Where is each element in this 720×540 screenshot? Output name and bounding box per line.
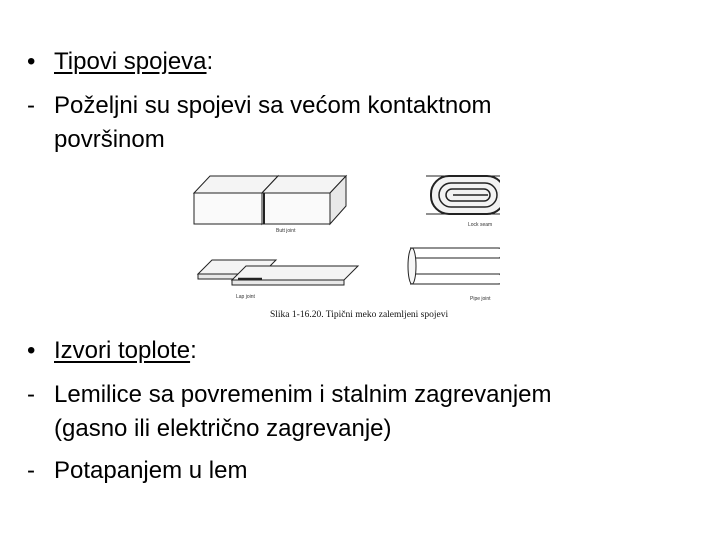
butt-joint-drawing	[194, 176, 346, 224]
dash-marker: -	[27, 457, 35, 484]
lock-seam-label: Lock seam	[468, 222, 493, 228]
lap-joint-label: Lap joint	[236, 294, 255, 300]
section2-item1-line1	[27, 380, 552, 410]
section1-item-text: Poželjni su spojevi sa većom kontaktnom	[54, 92, 492, 119]
section1-heading: Tipovi spojeva	[54, 48, 207, 75]
lap-joint-drawing	[198, 260, 358, 285]
section2-item1-line2: (gasno ili električno zagrevanje)	[54, 415, 392, 442]
section2-item2-text: Potapanjem u lem	[54, 457, 248, 484]
pipe-joint-label: Pipe joint	[470, 296, 491, 302]
lock-seam-drawing	[426, 176, 500, 214]
dash-marker: -	[27, 381, 35, 408]
figure-caption: Slika 1-16.20. Tipični meko zalemljeni spojevi	[270, 310, 449, 320]
section1-item-line1	[27, 91, 492, 121]
dash-marker: -	[27, 92, 35, 119]
bullet-marker: •	[27, 337, 36, 364]
section2-heading-line	[27, 336, 197, 366]
heading-colon: :	[190, 337, 197, 364]
section2-heading: Izvori toplote	[54, 337, 191, 364]
bullet-marker: •	[27, 48, 36, 75]
section2-item2-line	[27, 456, 247, 486]
section1-item-line2: površinom	[54, 126, 165, 153]
pipe-joint-drawing	[408, 248, 500, 284]
butt-joint-label: Butt joint	[276, 228, 296, 234]
section1-heading-line	[27, 47, 213, 77]
joint-types-figure	[188, 166, 500, 322]
heading-colon: :	[206, 48, 214, 75]
section2-item1-text: Lemilice sa povremenim i stalnim zagrevanjem	[54, 381, 552, 408]
